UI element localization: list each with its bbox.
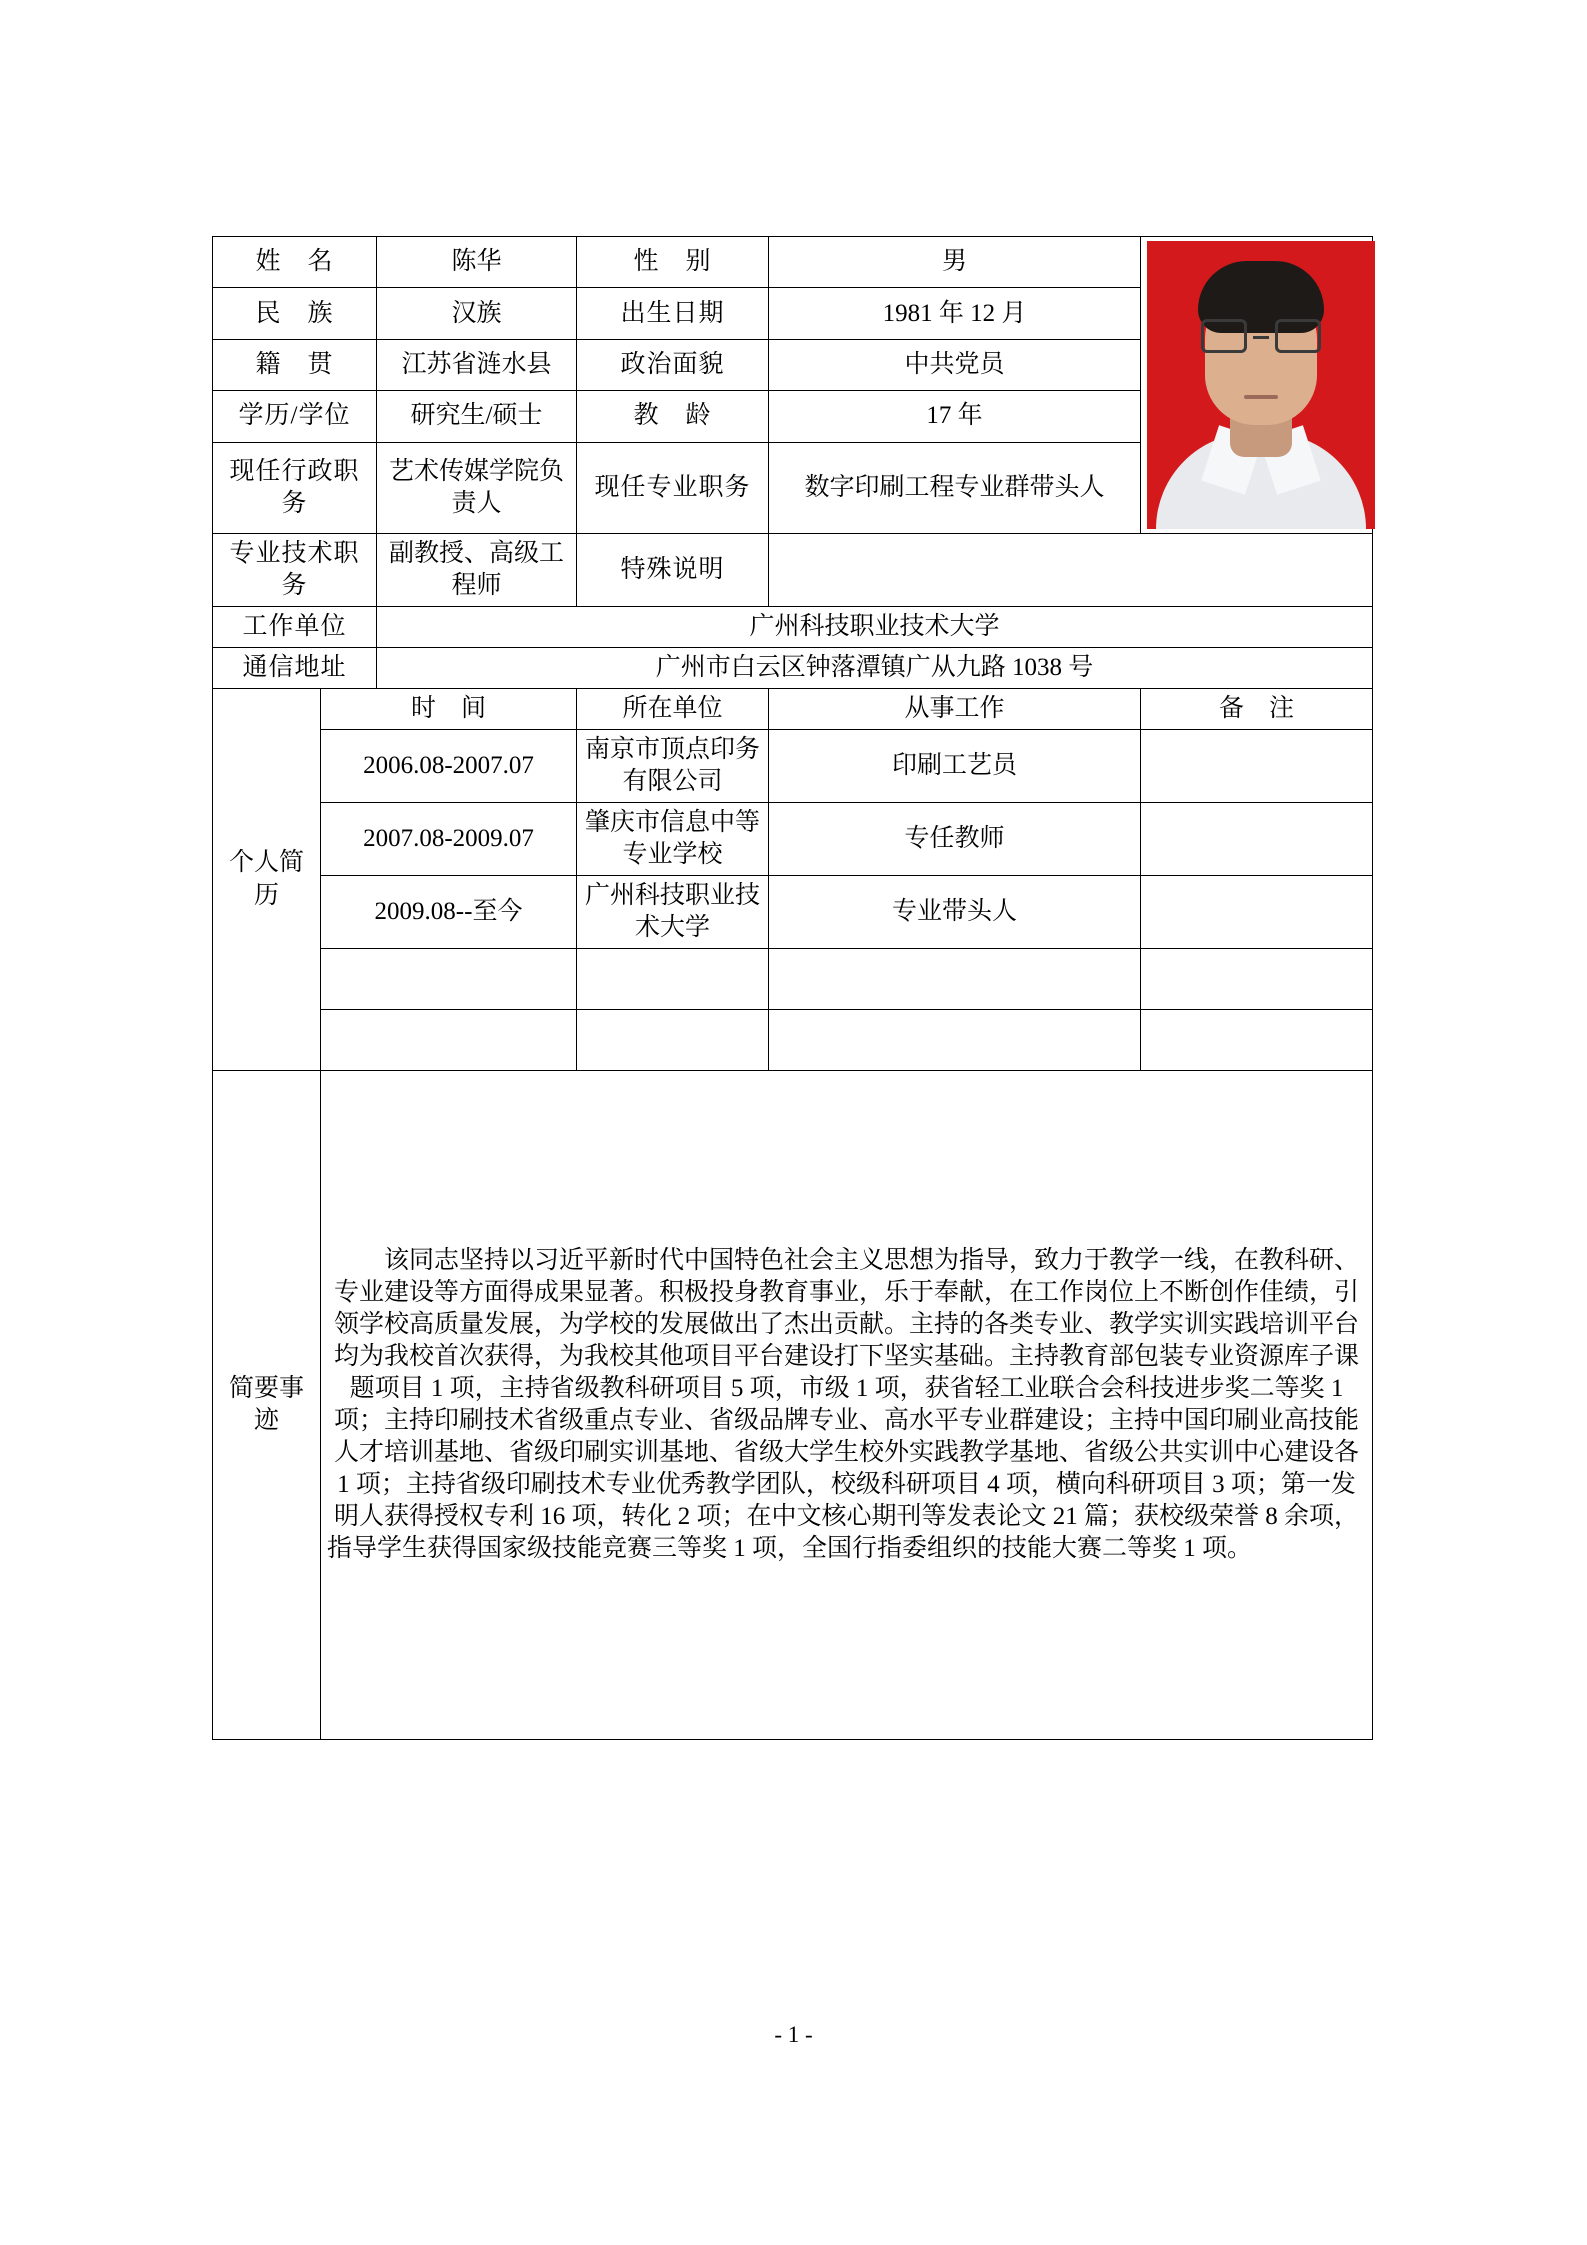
table-row-name <box>213 237 1373 288</box>
resume-cell-time <box>321 1010 577 1071</box>
resume-column-work: 从事工作 <box>769 689 1141 730</box>
table-row-address <box>213 648 1373 689</box>
table-row <box>213 876 1373 949</box>
label-native-place: 籍 贯 <box>213 339 377 390</box>
value-ethnicity: 汉族 <box>377 288 577 339</box>
label-name: 姓 名 <box>213 237 377 288</box>
resume-cell-note <box>1141 730 1373 803</box>
resume-cell-time: 2006.08-2007.07 <box>321 730 577 803</box>
section-label-resume: 个人简历 <box>213 689 321 1071</box>
resume-cell-unit: 广州科技职业技术大学 <box>577 876 769 949</box>
resume-column-note: 备 注 <box>1141 689 1373 730</box>
table-row-tech-title <box>213 534 1373 607</box>
resume-cell-work: 专业带头人 <box>769 876 1141 949</box>
value-birth-date: 1981 年 12 月 <box>769 288 1141 339</box>
info-table <box>212 236 1373 1740</box>
value-special-note <box>769 534 1373 607</box>
label-work-unit: 工作单位 <box>213 607 377 648</box>
label-political-status: 政治面貌 <box>577 339 769 390</box>
label-tech-title: 专业技术职务 <box>213 534 377 607</box>
value-name: 陈华 <box>377 237 577 288</box>
value-political-status: 中共党员 <box>769 339 1141 390</box>
label-teaching-years: 教 龄 <box>577 391 769 442</box>
portrait-photo <box>1141 237 1373 534</box>
resume-cell-note <box>1141 949 1373 1010</box>
value-address: 广州市白云区钟落潭镇广从九路 1038 号 <box>377 648 1373 689</box>
label-professional-post: 现任专业职务 <box>577 442 769 534</box>
resume-cell-note <box>1141 1010 1373 1071</box>
label-ethnicity: 民 族 <box>213 288 377 339</box>
resume-cell-unit <box>577 949 769 1010</box>
label-address: 通信地址 <box>213 648 377 689</box>
resume-cell-note <box>1141 803 1373 876</box>
value-native-place: 江苏省涟水县 <box>377 339 577 390</box>
personal-info-form <box>212 236 1372 1740</box>
value-gender: 男 <box>769 237 1141 288</box>
value-work-unit: 广州科技职业技术大学 <box>377 607 1373 648</box>
page-number: - 1 - <box>774 2022 813 2047</box>
resume-cell-work <box>769 1010 1141 1071</box>
value-tech-title: 副教授、高级工程师 <box>377 534 577 607</box>
deeds-row <box>213 1071 1373 1740</box>
resume-header-row <box>213 689 1373 730</box>
label-admin-post: 现任行政职务 <box>213 442 377 534</box>
resume-cell-unit: 南京市顶点印务有限公司 <box>577 730 769 803</box>
label-special-note: 特殊说明 <box>577 534 769 607</box>
label-education: 学历/学位 <box>213 391 377 442</box>
resume-cell-work <box>769 949 1141 1010</box>
table-row <box>213 730 1373 803</box>
resume-cell-time <box>321 949 577 1010</box>
table-row <box>213 803 1373 876</box>
resume-cell-work: 印刷工艺员 <box>769 730 1141 803</box>
value-admin-post: 艺术传媒学院负责人 <box>377 442 577 534</box>
deeds-text <box>321 1071 1373 1740</box>
resume-column-time: 时 间 <box>321 689 577 730</box>
resume-cell-time: 2007.08-2009.07 <box>321 803 577 876</box>
section-label-deeds: 简要事迹 <box>213 1071 321 1740</box>
table-row <box>213 949 1373 1010</box>
label-birth-date: 出生日期 <box>577 288 769 339</box>
resume-cell-work: 专任教师 <box>769 803 1141 876</box>
resume-cell-note <box>1141 876 1373 949</box>
value-professional-post: 数字印刷工程专业群带头人 <box>769 442 1141 534</box>
table-row-work-unit <box>213 607 1373 648</box>
resume-cell-unit: 肇庆市信息中等专业学校 <box>577 803 769 876</box>
value-teaching-years: 17 年 <box>769 391 1141 442</box>
resume-cell-time: 2009.08--至今 <box>321 876 577 949</box>
label-gender: 性 别 <box>577 237 769 288</box>
resume-column-unit: 所在单位 <box>577 689 769 730</box>
deeds-paragraph: 该同志坚持以习近平新时代中国特色社会主义思想为指导，致力于教学一线，在教科研、专业建设等方面得成果显著。积极投身教育事业，乐于奉献，在工作岗位上不断创作佳绩，引领学校高质量发展，为学校的发展做出了杰出贡献。主持的各类专业、教学实训实践培训平台均为我校首次获得，为我校其他项目平台建设打下坚实基础。主持教育部包装专业资源库子课题项目 1 项，主持省级教科研项目 5 项，市级 1 项，获省轻工业联合会科技进步奖二等奖 1 项；主持印刷技术省级重点专业、省级品牌专业、高水平专业群建设；主持中国印刷业高技能人才培训基地、省级印刷实训基地、省级大学生校外实践教学基地、省级公共实训中心建设各 1 项；主持省级印刷技术专业优秀教学团队，校级科研项目 4 项，横向科研项目 3 项；第一发明人获得授权专利 16 项，转化 2 项；在中文核心期刊等发表论文 21 篇；获校级荣誉 8 余项，指导学生获得国家级技能竞赛三等奖 1 项，全国行指委组织的技能大赛二等奖 1 项。 <box>327 1247 1360 1562</box>
table-row <box>213 1010 1373 1071</box>
value-education: 研究生/硕士 <box>377 391 577 442</box>
resume-cell-unit <box>577 1010 769 1071</box>
